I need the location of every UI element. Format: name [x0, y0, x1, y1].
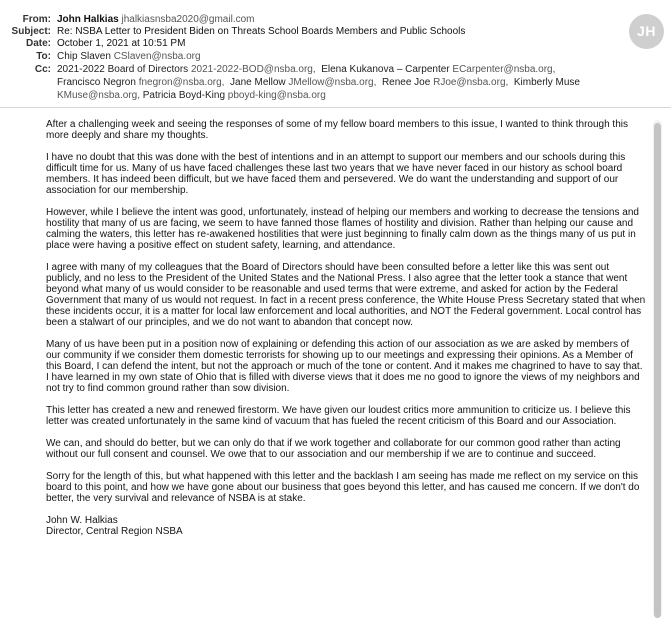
body-paragraph: However, while I believe the intent was good, unfortunately, instead of helping our members and working to decrease the tensions and hostility that many of us are facing, we seem to have fanned those flames of hostility and division. Rather than helping our cause and calming the waters, this letter has re-awakened hostilities that were just beginning to finally calm down as the things many of us put in place were having a positive effect on student safety, learning, and attendance.: [46, 207, 639, 251]
body-paragraph: Sorry for the length of this, but what happened with this letter and the backlash I am seeing has made me reflect on my service on this board to this point, and how we have gone about our business that goes beyond this letter, and has caused me concern. If we don't do better, the very survival and relevance of NSBA is at stake.: [46, 471, 640, 504]
subject-text: Re: NSBA Letter to President Biden on Threats School Boards Members and Public Schools: [57, 26, 466, 37]
email-header: [0, 0, 671, 107]
cc-recipient-email[interactable]: fnegron@nsba.org,: [138, 77, 225, 88]
recipient-email[interactable]: CSlaven@nsba.org: [113, 51, 201, 62]
sender-avatar[interactable]: JH: [629, 14, 664, 49]
date-text: October 1, 2021 at 10:51 PM: [57, 38, 186, 49]
body-paragraph: I agree with many of my colleagues that the Board of Directors should have been consulted before a letter like this was sent out publicly, and no less to the President of the United States and the National Press. I also agree that the letter took a stance that went beyond what many of us would consider to be reasonable and used terms that were extreme, and asked for action by the Federal Government that many of us would not request. In fact in a recent press conference, the White House Press Secretary stated that when these incidents occur, it is a matter for local law enforcement and local authorities, and NOT the Federal government. Local control has been a stalwart of our principles, and we do not want to abandon that concept now.: [46, 262, 646, 328]
body-paragraph: Many of us have been put in a position now of explaining or defending this action of our association as we are asked by members of our community if we consider them domestic terrorists for showing up to our meetings and expressing their opinions. As a Member of this Board, I can defend the intent, but not the approach or much of the tone or content. And it makes me chagrined to have to say that. I have learned in my own state of Ohio that is filled with diverse views that it does me no good to ignore the views of my neighbors and not try to find common ground rather than sow division.: [46, 339, 643, 394]
to-label: To:: [36, 51, 51, 62]
sender-name[interactable]: John Halkias: [57, 14, 119, 25]
cc-recipient-email[interactable]: 2021-2022-BOD@nsba.org,: [190, 64, 316, 75]
subject-label: Subject:: [11, 26, 51, 37]
body-paragraph: After a challenging week and seeing the responses of some of my fellow board members to this issue, I wanted to think through this more deeply and share my thoughts.: [46, 119, 628, 141]
cc-recipient-name[interactable]: Patricia Boyd-King: [142, 90, 226, 101]
body-paragraph: This letter has created a new and renewed firestorm. We have given our loudest critics more ammunition to criticize us. I believe this letter was created unfortunately in the same kind of vacuum that has fueled the recent criticism of this Board and our Association.: [46, 405, 631, 427]
scrollbar-thumb[interactable]: [654, 123, 661, 618]
message-body: [0, 108, 671, 618]
vertical-scrollbar[interactable]: [653, 120, 662, 618]
signature-name: John W. Halkias: [46, 515, 118, 526]
cc-recipient-email[interactable]: pboyd-king@nsba.org: [227, 90, 326, 101]
cc-label: Cc:: [34, 64, 51, 75]
cc-recipient-name[interactable]: Francisco Negron: [57, 77, 136, 88]
from-label: From:: [22, 14, 51, 25]
cc-recipient-email[interactable]: ECarpenter@nsba.org,: [452, 64, 556, 75]
signature-title: Director, Central Region NSBA: [46, 526, 183, 537]
cc-recipient-name[interactable]: Kimberly Muse: [513, 77, 580, 88]
sender-email[interactable]: jhalkiasnsba2020@gmail.com: [121, 14, 255, 25]
body-paragraph: I have no doubt that this was done with the best of intentions and in an attempt to support our members and our schools during this difficult time for us. Many of us have faced challenges these last two years that we have never faced in our history as school board members. It has indeed been difficult, but we have faced them and persevered. We do want the understanding and support of our association for our membership.: [46, 152, 626, 196]
date-label: Date:: [25, 38, 51, 49]
cc-recipient-name[interactable]: Elena Kukanova – Carpenter: [321, 64, 450, 75]
cc-recipient-name[interactable]: 2021-2022 Board of Directors: [57, 64, 189, 75]
cc-recipient-email[interactable]: KMuse@nsba.org,: [57, 90, 140, 101]
message-text: [46, 119, 646, 537]
cc-recipient-name[interactable]: Renee Joe: [381, 77, 431, 88]
body-paragraph: We can, and should do better, but we can only do that if we work together and collaborate for our common good rather than acting without our full consent and counsel. We owe that to our association and our membership if we are to continue and succeed.: [46, 438, 621, 460]
cc-recipient-email[interactable]: RJoe@nsba.org,: [433, 77, 509, 88]
cc-recipient-email[interactable]: JMellow@nsba.org,: [288, 77, 377, 88]
recipient-name[interactable]: Chip Slaven: [57, 51, 111, 62]
cc-recipient-name[interactable]: Jane Mellow: [230, 77, 286, 88]
